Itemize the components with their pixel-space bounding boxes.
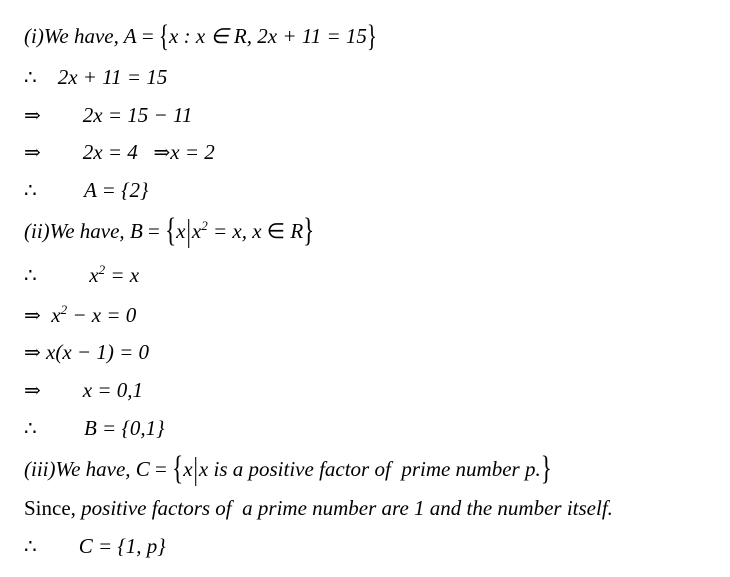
expr-i-step3b: x = 2	[170, 140, 215, 164]
set-a-condition: x : x ∈ R, 2x + 11 = 15	[169, 24, 367, 48]
therefore-symbol-1: ∴	[24, 65, 37, 89]
part-label-i: (i)	[24, 24, 44, 48]
line-i-statement: (i)We have, A = {x : x ∈ R, 2x + 11 = 15}	[24, 18, 377, 54]
set-c-name: C	[135, 457, 150, 481]
we-have-text-i: We have,	[43, 24, 119, 48]
we-have-text-iii: We have,	[55, 457, 131, 481]
therefore-symbol-2: ∴	[24, 178, 37, 202]
line-ii-statement: (ii)We have, $B = \{x|x^2 = x$, x ∈ R}	[24, 212, 315, 249]
line-iii-statement: (iii)We have, C = {x|x is a positive factor of prime number p.}	[24, 450, 552, 487]
expr-ii-step2: $x^2 - x = 0$	[51, 302, 137, 327]
expr-ii-step4: x = 0,1	[82, 378, 144, 402]
we-have-text-ii: We have,	[49, 219, 125, 243]
since-word: Since,	[24, 496, 76, 520]
implies-symbol-5: ⇒	[24, 340, 41, 364]
set-a-name: A	[123, 24, 137, 48]
line-iii-result	[8, 516, 166, 577]
expr-i-step1: 2x + 11 = 15	[57, 65, 168, 89]
implies-symbol-3: ⇒	[153, 140, 171, 164]
implies-symbol-6: ⇒	[24, 378, 41, 402]
implies-symbol-1: ⇒	[24, 103, 41, 127]
part-label-iii: (iii)	[24, 457, 56, 481]
set-c-condition: x is a positive factor of prime number p.	[198, 457, 541, 481]
therefore-symbol-3: ∴	[24, 263, 37, 287]
since-rest: positive factors of a prime number are 1 and the number itself.	[81, 496, 613, 520]
expr-i-step3a: 2x = 4	[82, 140, 138, 164]
implies-symbol-2: ⇒	[24, 140, 41, 164]
implies-symbol-4: ⇒	[24, 303, 41, 327]
result-set-a: A = {2}	[83, 178, 149, 202]
expr-i-step2: 2x = 15 − 11	[82, 103, 193, 127]
expr-ii-step1: $x^2 = x$	[89, 262, 140, 287]
therefore-symbol-4: ∴	[24, 416, 37, 440]
set-b-name: B	[129, 219, 143, 243]
result-set-c: C = {1, p}	[78, 534, 166, 558]
result-set-b: B = {0,1}	[83, 416, 165, 440]
part-label-ii: (ii)	[24, 219, 50, 243]
therefore-symbol-5: ∴	[24, 534, 37, 558]
expr-ii-step3: x(x − 1) = 0	[46, 340, 149, 364]
